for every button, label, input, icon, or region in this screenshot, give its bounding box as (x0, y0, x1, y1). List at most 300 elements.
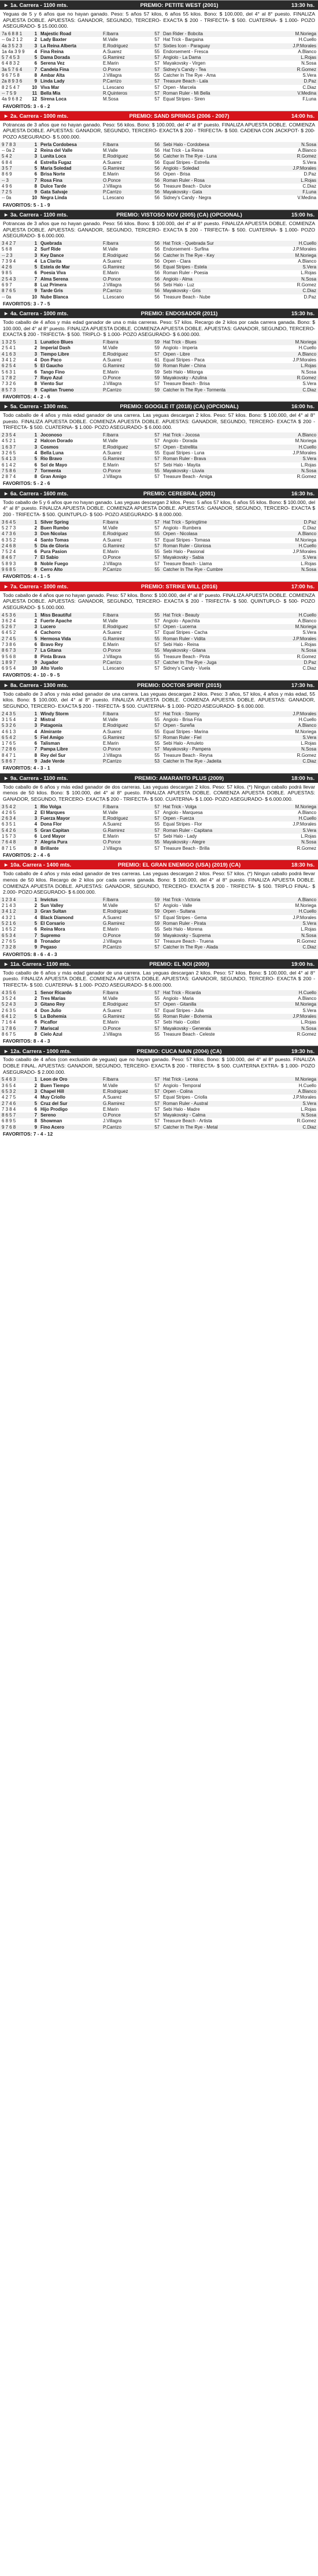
entry-pedigree: Endorsement - Surfina (163, 247, 209, 252)
entry-pedigree: Equal Stripes - Criolla (163, 1095, 208, 1100)
entry-horse: Gata Salvaje (39, 189, 101, 195)
entry-row (0, 363, 318, 369)
entry-pedigree: Treasure Beach - Lala (161, 79, 248, 84)
entry-trainer: F.Luna (248, 189, 318, 195)
entry-number: 2 (34, 1082, 37, 1088)
entry-number: 6 (34, 270, 37, 276)
entry-trainer: M.Noriega (248, 1002, 318, 1007)
entry-record: 5 2 7 3 (2, 525, 16, 531)
entry-weight: 57 (145, 1112, 161, 1118)
entry-pedigree: Roman Ruler - Poesia (163, 270, 208, 276)
entry-number: 3 (29, 909, 39, 914)
entry-trainer: S.Vera (302, 381, 316, 387)
entry-pedigree: Orpen - Sultana (161, 909, 248, 914)
entry-row (0, 171, 318, 177)
entry-trainer: A.Blanco (298, 148, 316, 154)
entry-pedigree: Catcher In The Rye - Luna (161, 154, 248, 159)
entry-horse: Senor Ricardo (39, 990, 101, 996)
entry-row (0, 154, 318, 159)
entry-trainer: N.Sosa (248, 468, 318, 474)
entry-jockey: O.Ponce (101, 468, 145, 474)
entry-row (0, 357, 318, 363)
entry-weight: 57 (145, 55, 161, 61)
entry-pedigree: Mayakovsky - Gata (161, 189, 248, 195)
entry-record: 5 6 8 (2, 247, 12, 252)
entry-weight: 56 (154, 270, 160, 276)
race-number: ► 6a. Carrera - 1600 mts. (3, 490, 68, 496)
entry-record: -- 0a 2 1 2 (2, 37, 23, 43)
entry-jockey: E.Rodriguez (101, 624, 145, 630)
entry-trainer: C.Diaz (302, 183, 316, 189)
entry-number: 10 (32, 666, 37, 671)
entry-pedigree: Roman Ruler - Rosa (161, 178, 248, 184)
entry-horse: Perla Cordobesa (39, 142, 101, 148)
entry-trainer: H.Cuello (248, 816, 318, 822)
entry-record: 2 7 6 5 (2, 938, 16, 944)
entry-record: 6 4 1 2 (0, 1014, 29, 1020)
race-title: PREMIO: CEREBRAL (2001) (143, 490, 216, 496)
entry-trainer: D.Paz (304, 171, 316, 177)
entry-horse: Don Nicolas (39, 531, 101, 537)
entries-table (0, 339, 318, 393)
entry-jockey: M.Sosa (103, 96, 119, 102)
entry-weight: 56 (145, 166, 161, 171)
entry-jockey: G.Ramirez (101, 1101, 145, 1107)
entry-trainer: A.Blanco (248, 897, 318, 903)
entry-trainer: N.Sosa (248, 142, 318, 148)
entry-trainer: M.Noriega (248, 624, 318, 630)
entry-record: 7 6 4 8 (0, 839, 29, 845)
entry-horse: Halcon Dorado (40, 438, 73, 444)
entry-jockey: E.Marin (103, 927, 119, 932)
entry-horse: Alegria Pura (39, 839, 101, 845)
entry-jockey: G.Ramirez (101, 921, 145, 927)
entry-record: 2 8 7 4 (2, 474, 16, 480)
entry-horse: Estrella Fugaz (40, 159, 72, 165)
entry-record: 1 5 7 3 (2, 834, 16, 839)
entry-record: 2 5 4 3 (0, 277, 29, 282)
entry-number: 7 (29, 555, 39, 561)
entry-horse: El Gaucho (39, 363, 101, 369)
entry-pedigree: Hat Trick - Blues (161, 339, 248, 345)
entry-row (0, 277, 318, 282)
entry-row (0, 61, 318, 66)
entry-record: 2 3 5 4 (0, 432, 29, 438)
entry-horse: Gran Capitan (39, 828, 101, 834)
entry-jockey: F.Ibarra (101, 613, 145, 618)
entry-row (0, 445, 318, 450)
entry-number: 9 (29, 759, 39, 764)
entry-jockey: F.Ibarra (101, 142, 145, 148)
entry-number: 2 (34, 345, 37, 351)
race-header (0, 582, 318, 591)
race-favorites: FAVORITOS: 4 - 10 - 9 - 5 (3, 672, 60, 678)
entry-pedigree: Sebi Halo - Mayita (163, 462, 201, 468)
entry-weight: 55 (154, 654, 160, 659)
entry-jockey: F.Ibarra (101, 31, 145, 37)
entries-table (0, 1077, 318, 1130)
entry-jockey: P.Carrizo (101, 759, 145, 764)
race-time: 15:00 hs. (291, 211, 315, 218)
entry-trainer: C.Diaz (248, 759, 318, 764)
entry-row (0, 660, 318, 666)
entry-jockey: F.Ibarra (101, 241, 145, 247)
entry-jockey: J.Villagra (103, 1031, 122, 1037)
race-favorites: FAVORITOS: 2 - 4 - 6 (3, 852, 50, 858)
race-number: ► 2a. Carrera - 1000 mts. (3, 113, 68, 120)
entry-weight: 56 (154, 171, 160, 177)
entry-horse: Sol de Mayo (40, 462, 68, 468)
entry-weight: 56 (145, 253, 161, 259)
race-card (0, 0, 318, 111)
entry-horse: Sereno (39, 1112, 101, 1118)
entry-row (0, 741, 318, 746)
entry-trainer: A.Blanco (298, 996, 316, 1002)
entry-record: 1 6 5 2 (2, 927, 16, 932)
entry-row (0, 294, 318, 300)
entry-number: 10 (32, 294, 37, 300)
entry-pedigree: Treasure Beach - Reyna (163, 752, 213, 758)
race-favorites: FAVORITOS: 3 - 7 - 5 (3, 300, 50, 307)
entry-trainer: M.Noriega (295, 903, 316, 909)
entry-trainer: V.Medina (248, 91, 318, 96)
entry-pedigree: Roman Ruler - Vidita (161, 636, 248, 642)
entry-pedigree: Angiolo - Imperia (163, 345, 198, 351)
race-title: PREMIO: DOCTOR SPIRIT (2015) (137, 681, 221, 688)
entry-record: 5 8 6 7 (0, 759, 29, 764)
entry-weight: 56 (145, 142, 161, 148)
entry-pedigree: Equal Stripes - Paca (163, 357, 205, 363)
entry-weight: 55 (145, 839, 161, 845)
entry-jockey: E.Marin (103, 834, 119, 839)
entry-number: 3 (29, 624, 39, 630)
entry-trainer: A.Blanco (248, 1089, 318, 1095)
entry-jockey: G.Ramirez (101, 264, 145, 270)
entry-pedigree: Treasure Beach - Artista (163, 1118, 212, 1124)
race-conditions: Todo caballo de 6 años y más edad ganador de dos carreras. Las yeguas descargan 2 kilos. Peso: 57 kilos. (*) Ningun caballo podrá llevar menos de 50 kilos. Bono: $ 100.000, del 4° al 8° puesto. FINALIZA APUESTA DOBLE. COMIENZA APUESTA DOBLE. APUESTAS: GANADOR, SEGUNDO, TERCERO- EXACTA $ 200 - TRIFECTA- $ 500. CUATERNA- $ 1.000- POZO ASEGURADO- $ 6.000.000. (3, 783, 315, 802)
entry-record: 9 7 6 8 (0, 1125, 29, 1130)
entry-trainer: R.Gomez (297, 282, 316, 288)
entry-number: 9 (29, 288, 39, 294)
entry-jockey: L.Lescano (103, 294, 124, 300)
entry-horse: Tres Marias (40, 996, 66, 1002)
entry-number: 6 (34, 641, 37, 647)
entry-weight: 56 (154, 258, 160, 264)
entry-number: 2 (34, 903, 37, 909)
entry-record: 3 5 2 4 (2, 996, 16, 1002)
entry-weight: 57 (145, 723, 161, 729)
entry-number: 8 (34, 381, 37, 387)
entry-pedigree: Roman Ruler - Mi Bella (161, 91, 248, 96)
entry-pedigree: Orpen - Brisa (163, 171, 190, 177)
entry-pedigree: Orpen - Libre (161, 352, 248, 357)
race-header (0, 309, 318, 318)
entry-number: 1 (29, 1077, 39, 1082)
entry-row (0, 1014, 318, 1020)
entry-pedigree: Treasure Beach - Dulce (163, 183, 212, 189)
entry-jockey: G.Ramirez (101, 1014, 145, 1020)
entry-jockey: E.Marin (103, 741, 119, 746)
entry-row (0, 282, 318, 288)
entry-number: 3 (29, 352, 39, 357)
race-title: PREMIO: EL NOI (2000) (149, 961, 209, 968)
entry-number: 10 (32, 84, 37, 90)
entry-number: 7 (29, 746, 39, 752)
entry-trainer: L.Rojas (301, 1106, 316, 1112)
entry-record: 4 5 2 1 (2, 438, 16, 444)
entry-number: 4 (34, 48, 37, 54)
entry-pedigree: Hat Trick - Jocosa (161, 432, 248, 438)
race-header (0, 402, 318, 411)
entry-jockey: O.Ponce (101, 67, 145, 73)
entry-record: 2 6 3 5 (2, 1007, 16, 1013)
entry-row (0, 381, 318, 387)
entry-row (0, 1089, 318, 1095)
race-time: 18:30 hs. (291, 861, 315, 868)
entry-pedigree: Roman Ruler - Fiel (161, 735, 248, 741)
entry-row (0, 345, 318, 351)
race-header (0, 1, 318, 10)
race-conditions: Yeguas de 5 y 6 años que no hayan ganado. Peso: 5 años 57 kilos, 6 años 55 kilos. Bono: $ 100.000, del 4° al 8° puesto. FINALIZA APUESTA DOBLE. APUESTAS: GANADOR, SEGUNDO, TERCERO- EXACTA $ 200 - TRIFECTA- $ 500. CUATERNA- $ 1.000- POZO ASEGURADO- $ 15.000.000. (3, 11, 315, 29)
entry-trainer: H.Cuello (298, 37, 316, 43)
entry-row (0, 241, 318, 247)
entry-horse: Imperial Dash (40, 345, 71, 351)
entry-row (0, 375, 318, 381)
entry-row (0, 264, 318, 270)
entry-horse: Invictus (39, 897, 101, 903)
entry-record: 7 3 9 4 (2, 258, 16, 264)
entry-record: -- 2 3 (0, 253, 29, 259)
entry-number: 4 (34, 822, 37, 827)
entry-weight: 56 (154, 247, 160, 252)
entry-trainer: J.P.Morales (293, 1095, 316, 1100)
race-favorites: FAVORITOS: 5 - 2 - 6 (3, 480, 50, 487)
entry-horse: Majestic Road (39, 31, 101, 37)
entry-pedigree: Sebi Halo - Morena (163, 927, 202, 932)
entries-table (0, 31, 318, 103)
race-conditions: Todo caballo de 4 años que no hayan ganado. Peso: 57 kilos. Bono: $ 100.000, del 4° al 8° puesto. FINALIZA APUESTA DOBLE. COMIENZA APUESTA DOBLE. APUESTAS: GANADOR, SEGUNDO, TERCERO- EXACTA $ 200 - TRIFECTA- $ 500. QUINTUPLO- $ 500- POZO ASEGURADO- $ 5.000.000. (3, 592, 315, 610)
entry-pedigree: Angiolo - Marquesa (163, 809, 203, 815)
entry-row (0, 1112, 318, 1118)
entry-horse: Poesia Viva (40, 270, 66, 276)
entry-row (0, 387, 318, 393)
entry-weight: 55 (145, 636, 161, 642)
entry-row (0, 828, 318, 834)
entry-horse: Dulce Tarde (40, 183, 66, 189)
entry-pedigree: Angiolo - La Dama (161, 55, 248, 61)
entry-row (0, 1020, 318, 1025)
entry-weight: 55 (145, 648, 161, 654)
entry-weight: 57 (145, 1026, 161, 1032)
entry-number: 3 (29, 445, 39, 450)
entry-jockey: M.Valle (103, 148, 118, 154)
entry-trainer: M.Noriega (248, 339, 318, 345)
entry-weight: 55 (145, 531, 161, 537)
entry-weight: 57 (145, 816, 161, 822)
entry-trainer: S.Vera (248, 1101, 318, 1107)
entry-row (0, 561, 318, 567)
entry-weight: 56 (154, 183, 160, 189)
entry-trainer: C.Diaz (302, 525, 316, 531)
entry-pedigree: Hat Trick - Volga (161, 804, 248, 810)
entry-trainer: L.Rojas (248, 178, 318, 184)
entry-record: 8 6 7 3 (0, 648, 29, 654)
race-conditions: Todo caballo de 4 años y más edad ganador de una carrera. Las yeguas descargan 2 kilos. Peso: 57 kilos. Bono: $ 100.000, del 4° al 8° puesto. FINALIZA APUESTA DOBLE. COMIENZA APUESTA DOBLE. APUESTAS: GANADOR, SEGUNDO, TERCERO- EXACTA $ 200 - TRIFECTA- $ 500. CUATERNA- $ 1.000- POZO ASEGURADO- $ 6.000.000. (3, 412, 315, 431)
entry-weight: 57 (145, 67, 161, 73)
entry-horse: Rey del Sur (40, 752, 66, 758)
entry-row (0, 990, 318, 996)
entry-horse: Dia de Gloria (39, 543, 101, 549)
entry-number: 3 (29, 1089, 39, 1095)
entry-pedigree: Sebi Halo - Luz (163, 282, 194, 288)
entry-record: 6 5 4 2 (0, 735, 29, 741)
entry-weight: 56 (145, 264, 161, 270)
entry-weight: 56 (145, 154, 161, 159)
entry-horse: Picaflor (40, 1020, 57, 1025)
entry-record: 6 1 4 2 (2, 462, 16, 468)
entry-row (0, 1032, 318, 1037)
entry-record: 6 5 3 2 (0, 1089, 29, 1095)
entry-number: 6 (34, 1020, 37, 1025)
entry-record: 1 6 3 7 (0, 445, 29, 450)
race-favorites: FAVORITOS: 8 - 4 - 3 (3, 1038, 50, 1044)
entry-pedigree: Treasure Beach - Amiga (163, 474, 212, 480)
entry-jockey: F.Ibarra (101, 804, 145, 810)
entry-number: 4 (34, 729, 37, 734)
race-time: 19:30 hs. (291, 1047, 315, 1054)
entry-record: 6 3 5 2 (2, 537, 16, 543)
race-time: 14:00 hs. (291, 113, 315, 120)
entry-row (0, 1026, 318, 1032)
entry-jockey: A.Suarez (103, 450, 122, 456)
entry-pedigree: Equal Stripes - Marina (163, 729, 209, 734)
entry-trainer: H.Cuello (298, 1082, 316, 1088)
entry-row (0, 636, 318, 642)
entry-record: 5 4 2 6 (0, 828, 29, 834)
entry-weight: 59 (145, 921, 161, 927)
entry-row (0, 666, 318, 671)
entry-row (0, 804, 318, 810)
entry-row (0, 31, 318, 37)
entry-trainer: A.Blanco (298, 258, 316, 264)
entry-record: 3 6 5 4 (2, 1082, 16, 1088)
race-number: ► 12a. Carrera - 1000 mts. (3, 1047, 72, 1054)
entry-row (0, 288, 318, 294)
entry-trainer: N.Sosa (248, 648, 318, 654)
entry-horse: Fiel Amigo (39, 735, 101, 741)
entry-trainer: C.Diaz (302, 666, 316, 671)
race-number: ► 11a. Carrera - 1100 mts. (3, 961, 71, 968)
entry-record: 5 3 2 6 (0, 723, 29, 729)
entry-weight: 57 (154, 37, 160, 43)
race-card (0, 581, 318, 680)
entry-weight: 55 (154, 752, 160, 758)
entry-row (0, 339, 318, 345)
race-program (0, 0, 318, 1138)
entry-trainer: L.Rojas (301, 561, 316, 566)
entry-jockey: F.Ibarra (101, 432, 145, 438)
entry-number: 5 (29, 921, 39, 927)
race-time: 18:00 hs. (291, 774, 315, 781)
entry-pedigree: Hat Trick - Victoria (161, 897, 248, 903)
entry-record: 7 3 2 6 (2, 381, 16, 387)
entry-number: 8 (34, 282, 37, 288)
entry-jockey: A.Suarez (103, 357, 122, 363)
entry-number: 8 (34, 474, 37, 480)
entry-record: 6 4 5 2 (2, 630, 16, 636)
entry-row (0, 613, 318, 618)
entry-horse: Lucero (39, 624, 101, 630)
entry-record: 4 6 1 3 (2, 729, 16, 734)
entry-trainer: N.Sosa (248, 746, 318, 752)
entry-row (0, 933, 318, 939)
entry-horse: Brisa Norte (40, 171, 65, 177)
entry-horse: Fuerza Mayor (39, 816, 101, 822)
entry-horse: Patagonia (39, 723, 101, 729)
entry-weight: 57 (145, 1101, 161, 1107)
entry-row (0, 846, 318, 852)
entry-row (0, 711, 318, 717)
entry-record: 7 1 6 4 (2, 1020, 16, 1025)
entry-trainer: N.Sosa (248, 839, 318, 845)
entry-trainer: S.Vera (248, 735, 318, 741)
entry-trainer: H.Cuello (248, 445, 318, 450)
entry-weight: 59 (154, 369, 160, 375)
entry-jockey: M.Valle (103, 618, 118, 624)
entry-weight: 57 (154, 438, 160, 444)
entry-jockey: E.Marin (103, 641, 119, 647)
entry-horse: Sun Valley (40, 903, 64, 909)
entry-horse: Rosa Fina (39, 178, 101, 184)
race-number: ► 4a. Carrera - 1000 mts. (3, 310, 68, 317)
entry-horse: Showman (40, 1118, 62, 1124)
entry-record: 3 2 6 5 (2, 450, 16, 456)
entry-trainer: A.Blanco (298, 618, 316, 624)
entry-number: 2 (34, 618, 37, 624)
entry-jockey: P.Carrizo (101, 567, 145, 573)
entry-horse: Candela Fina (39, 67, 101, 73)
entry-horse: Cachorro (40, 630, 61, 636)
entry-trainer: C.Diaz (248, 288, 318, 294)
entry-number: 2 (34, 809, 37, 815)
entry-weight: 57 (145, 804, 161, 810)
entry-weight: 55 (154, 716, 160, 722)
race-conditions: Todo caballo de 4 años y más edad ganador de tres carreras. Las yeguas descargan 2 kilos. Peso: 57 kilos. (*) Ningun caballo podrá llevar menos de 50 kilos. Recargo de 2 kilos por cada carrera ganada. Bono: $ 100.000, del 4° al 8° puesto. FINALIZA APUESTA DOBLE. COMIENZA APUESTA DOBLE. APUESTAS: GANADOR, SEGUNDO, TERCERO- EXACTA $ 200 - TRIFECTA- $ 500. TRIPLO FINAL- $ 2.000- POZO ASEGURADO- $ 6.000.000. (3, 871, 315, 895)
entry-horse: Quebrada (39, 241, 101, 247)
entry-record: 5 2 6 7 (0, 624, 29, 630)
entry-row (0, 543, 318, 549)
entry-jockey: E.Rodriguez (101, 531, 145, 537)
entry-horse: Rio Bravo (39, 456, 101, 462)
entry-jockey: O.Ponce (101, 839, 145, 845)
entry-row (0, 624, 318, 630)
entry-trainer: M.Noriega (295, 537, 316, 543)
entry-weight: 59 (145, 339, 161, 345)
entry-row (0, 1118, 318, 1124)
entry-trainer: N.Sosa (301, 369, 316, 375)
entry-weight: 57 (145, 746, 161, 752)
entry-record: -- 3 (0, 178, 29, 184)
race-card (0, 860, 318, 959)
entry-weight: 59 (145, 933, 161, 939)
entry-jockey: F.Ibarra (101, 711, 145, 717)
entry-weight: 57 (154, 641, 160, 647)
entry-row (0, 67, 318, 73)
entry-number: 4 (34, 914, 37, 920)
entry-record: 1 7 8 6 (0, 1026, 29, 1032)
entry-record: 2 7 4 6 (0, 1101, 29, 1107)
entry-trainer: N.Sosa (248, 1112, 318, 1118)
